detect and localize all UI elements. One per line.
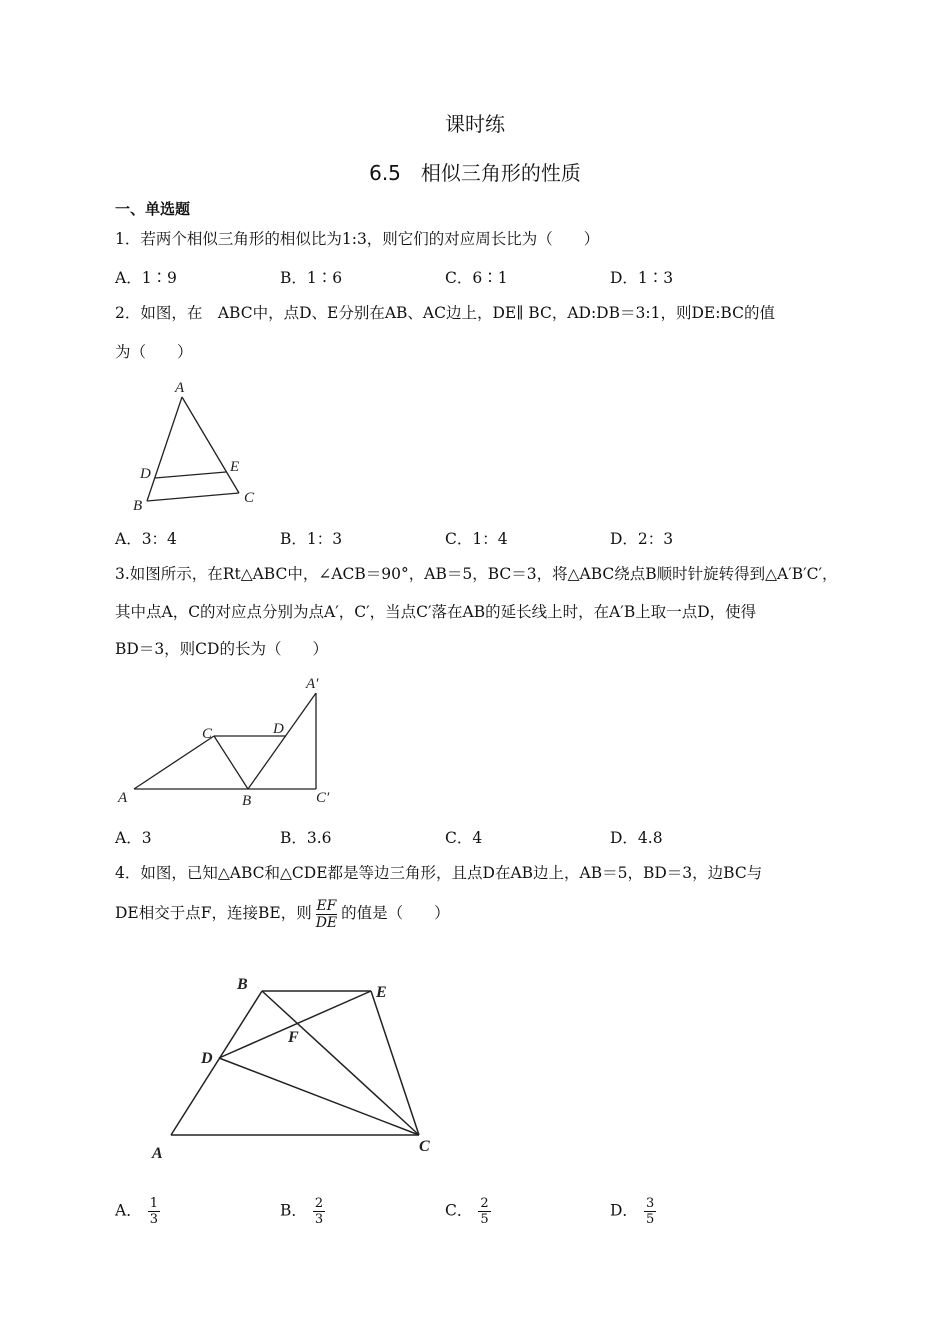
q4-option-d-letter: D． — [610, 1201, 638, 1220]
q4-option-c-fraction — [478, 1196, 490, 1227]
q4-option-c[interactable] — [445, 1196, 491, 1227]
q3-label-d: D — [273, 721, 284, 737]
q4-side-dc — [219, 1058, 419, 1135]
q2-side-ac — [182, 397, 239, 493]
q2-side-bc — [147, 493, 239, 501]
q4-option-d-num: 3 — [645, 1196, 655, 1211]
question-4-line1: 4．如图，已知△ABC和△CDE都是等边三角形，且点D在AB边上，AB＝5，BD＝3，边BC与 — [115, 864, 763, 882]
q3-side-ac — [134, 736, 214, 789]
q1-option-a[interactable]: A．1∶9 — [115, 269, 177, 287]
q4-option-a-den: 3 — [149, 1212, 158, 1227]
q4-label-c: C — [419, 1138, 430, 1155]
q4-label-e: E — [376, 984, 387, 1001]
q4-label-a: A — [152, 1145, 163, 1162]
q4-option-d-fraction — [644, 1196, 656, 1227]
q4-option-b[interactable] — [280, 1196, 325, 1227]
q3-label-c: C — [202, 726, 213, 742]
q4-option-d[interactable] — [610, 1196, 656, 1227]
q4-fraction-ef-de — [316, 898, 337, 931]
q2-label-c: C — [244, 490, 255, 506]
q2-label-e: E — [230, 459, 240, 475]
q2-label-b: B — [133, 498, 143, 514]
q1-option-b[interactable]: B．1∶6 — [280, 269, 343, 287]
q4-option-a-letter: A． — [115, 1201, 142, 1220]
q2-segment-de — [155, 472, 226, 478]
q4-option-a-fraction — [148, 1196, 160, 1227]
q3-option-a[interactable]: A．3 — [115, 829, 152, 847]
question-2-line1: 2．如图，在 ABC中，点D、E分别在AB、AC边上，DE∥ BC，AD:DB＝3:1，则DE:BC的值 — [115, 304, 775, 322]
question-4-line2 — [115, 894, 450, 932]
q2-side-ab — [147, 397, 182, 501]
q2-option-c[interactable]: C．1：4 — [445, 530, 508, 548]
question-3-line3: BD＝3，则CD的长为（ ） — [115, 640, 328, 658]
q2-option-a[interactable]: A．3：4 — [115, 530, 177, 548]
q3-option-c[interactable]: C．4 — [445, 829, 483, 847]
question-3-line2: 其中点A，C的对应点分别为点A′，C′，当点C′落在AB的延长线上时，在A′B上取一点D，使得 — [115, 603, 757, 621]
q2-option-d[interactable]: D．2：3 — [610, 530, 674, 548]
q3-side-cb — [214, 736, 248, 789]
question-2-line2: 为（ ） — [115, 343, 193, 361]
section-heading: 一、单选题 — [115, 200, 191, 218]
q4-label-d: D — [201, 1050, 213, 1067]
q3-label-c-prime: C′ — [316, 790, 330, 806]
q3-label-b: B — [242, 793, 252, 809]
q3-label-a: A — [118, 790, 128, 806]
q2-figure — [125, 372, 270, 517]
q1-option-d[interactable]: D．1∶3 — [610, 269, 674, 287]
q4-label-b: B — [237, 976, 248, 993]
q4-line2-suffix: 的值是（ ） — [341, 904, 450, 922]
q3-label-a-prime: A′ — [306, 676, 319, 692]
q4-fraction-num: EF — [316, 897, 337, 914]
q4-option-c-den: 5 — [480, 1212, 489, 1227]
q3-option-d[interactable]: D．4.8 — [610, 829, 663, 847]
question-3-line1: 3.如图所示，在Rt△ABC中，∠ACB＝90°，AB＝5，BC＝3，将△ABC绕点B顺时针旋转得到△A′B′C′， — [115, 565, 838, 583]
question-1-text: 1．若两个相似三角形的相似比为1:3，则它们的对应周长比为（ ） — [115, 230, 600, 248]
q2-label-d: D — [140, 466, 151, 482]
q4-option-c-num: 2 — [480, 1196, 489, 1211]
q4-option-b-letter: B． — [280, 1201, 307, 1220]
q3-option-b[interactable]: B．3.6 — [280, 829, 332, 847]
q4-option-b-fraction — [313, 1196, 325, 1227]
q2-option-b[interactable]: B．1：3 — [280, 530, 343, 548]
q4-option-c-letter: C． — [445, 1201, 473, 1220]
q4-option-b-num: 2 — [314, 1196, 324, 1211]
q4-option-d-den: 5 — [645, 1212, 655, 1227]
q4-option-a[interactable] — [115, 1196, 160, 1227]
q1-option-c[interactable]: C．6∶1 — [445, 269, 508, 287]
q3-side-ba — [248, 693, 316, 789]
q4-side-ab — [171, 991, 262, 1135]
q4-label-f: F — [288, 1029, 299, 1046]
q2-label-a: A — [175, 380, 185, 396]
page-heading: 课时练 — [445, 112, 505, 136]
q3-figure — [110, 670, 340, 815]
q4-line2-prefix: DE相交于点F，连接BE，则 — [115, 904, 312, 922]
q4-option-a-num: 1 — [149, 1196, 158, 1211]
q4-option-b-den: 3 — [314, 1212, 324, 1227]
page-title: 6.5 相似三角形的性质 — [369, 161, 581, 185]
q4-figure — [140, 965, 450, 1170]
q4-side-de — [219, 991, 371, 1058]
q4-fraction-den: DE — [315, 914, 338, 931]
